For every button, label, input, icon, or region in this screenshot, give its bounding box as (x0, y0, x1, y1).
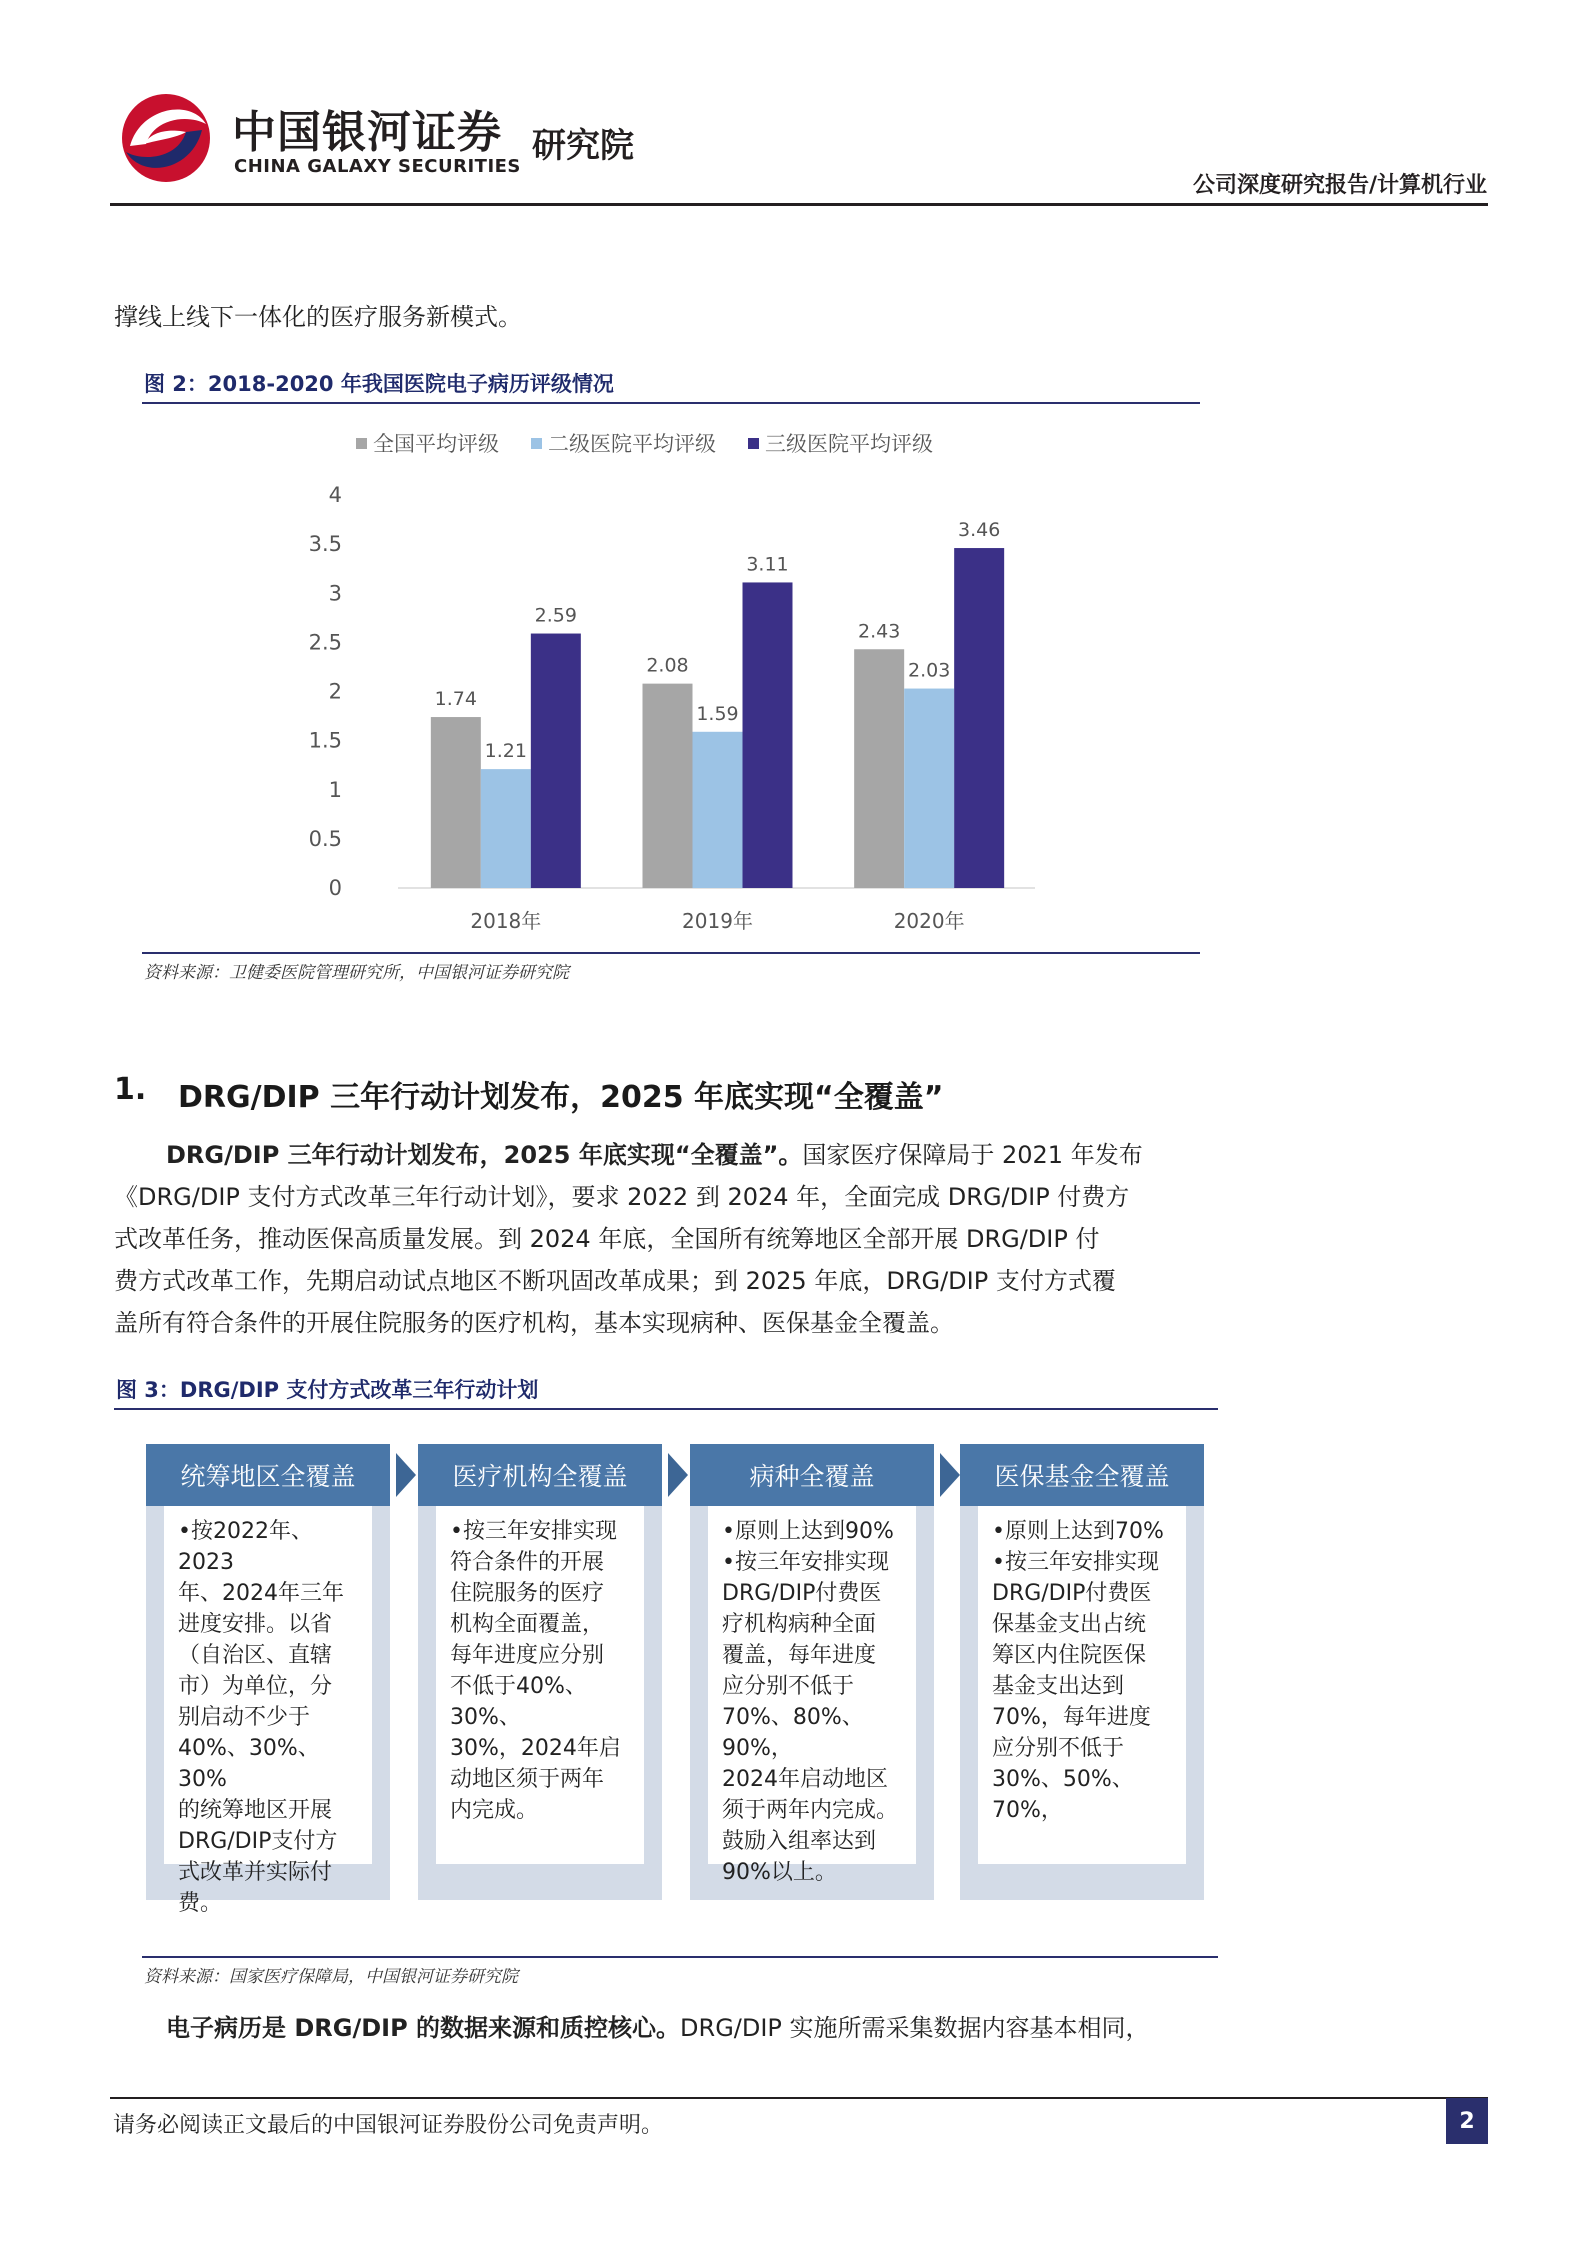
col2-line: 内完成。 (450, 1798, 539, 1823)
company-logo-icon (110, 88, 222, 188)
col4-line: DRG/DIP付费医 (992, 1581, 1152, 1606)
process-column-1-body (164, 1506, 372, 1916)
process-column-4-body (978, 1506, 1186, 1864)
figure3-bottom-rule (142, 1956, 1218, 1958)
col3-line: 应分别不低于 (722, 1674, 855, 1699)
col1-line: 费。 (178, 1891, 223, 1916)
chart-legend (356, 428, 933, 458)
col4-line: 筹区内住院医保 (992, 1643, 1147, 1668)
col1-line: DRG/DIP支付方 (178, 1829, 338, 1854)
legend-label-tertiary: 三级医院平均评级 (765, 432, 933, 456)
col2-line: •按三年安排实现 (450, 1519, 617, 1544)
process-column-2-title: 医疗机构全覆盖 (418, 1444, 662, 1506)
process-diagram (146, 1444, 1204, 1916)
figure2-title: 图 2：2018-2020 年我国医院电子病历评级情况 (144, 372, 614, 396)
data-label: 1.59 (696, 702, 739, 725)
paragraph1-line-2: 式改革任务，推动医保高质量发展。到 2024 年底，全国所有统筹地区全部开展 DRG/DIP 付 (114, 1225, 1100, 1253)
col3-line: 2024年启动地区 (722, 1767, 888, 1792)
data-label: 2.08 (646, 654, 689, 677)
col3-line: 70%、80%、90%， (722, 1705, 864, 1761)
col4-line: •按三年安排实现 (992, 1550, 1159, 1575)
col4-line: 保基金支出占统 (992, 1612, 1147, 1637)
rating-bar-chart (290, 470, 1070, 940)
process-column-1-title: 统筹地区全覆盖 (146, 1444, 390, 1506)
bar (431, 717, 481, 888)
footer-disclaimer: 请务必阅读正文最后的中国银河证券股份公司免责声明。 (113, 2113, 664, 2138)
col2-line: 符合条件的开展 (450, 1550, 605, 1575)
page-number: 2 (1446, 2098, 1488, 2144)
bar (904, 689, 954, 888)
process-arrow-icon (396, 1453, 416, 1497)
col4-line: 基金支出达到 (992, 1674, 1125, 1699)
process-column-4 (960, 1444, 1204, 1900)
paragraph1 (114, 1134, 1202, 1344)
data-label: 2.59 (534, 604, 577, 627)
data-label: 3.11 (746, 553, 789, 576)
footer-divider (110, 2097, 1488, 2099)
bar (954, 548, 1004, 888)
process-column-3-title: 病种全覆盖 (690, 1444, 934, 1506)
paragraph2-rest: DRG/DIP 实施所需采集数据内容基本相同， (680, 2014, 1150, 2042)
x-tick-label: 2020年 (893, 909, 965, 933)
figure3-title: 图 3：DRG/DIP 支付方式改革三年行动计划 (116, 1378, 539, 1402)
col2-line: 机构全面覆盖， (450, 1612, 605, 1637)
bar (531, 634, 581, 888)
header-divider (110, 203, 1488, 206)
col3-line: 鼓励入组率达到 (722, 1829, 877, 1854)
legend-swatch-secondary (531, 438, 542, 449)
col1-line: 40%、30%、30% (178, 1736, 320, 1792)
figure2-top-rule (142, 402, 1200, 404)
section-title: DRG/DIP 三年行动计划发布，2025 年底实现“全覆盖” (178, 1080, 944, 1115)
col3-line: •按三年安排实现 (722, 1550, 889, 1575)
bar (854, 649, 904, 888)
col2-line: 动地区须于两年 (450, 1767, 605, 1792)
legend-swatch-national (356, 438, 367, 449)
intro-line: 撑线上线下一体化的医疗服务新模式。 (114, 303, 522, 331)
process-column-2-body (436, 1506, 644, 1864)
col3-line: DRG/DIP付费医 (722, 1581, 882, 1606)
col3-line: 覆盖，每年进度 (722, 1643, 877, 1668)
col1-line: 的统筹地区开展 (178, 1798, 333, 1823)
figure3-source: 资料来源：国家医疗保障局，中国银河证券研究院 (144, 1967, 518, 1987)
y-tick-label: 2.5 (308, 630, 342, 655)
col1-line: 年、2024年三年 (178, 1581, 344, 1606)
y-tick-label: 1 (328, 777, 342, 802)
bar (481, 769, 531, 888)
col4-line: 应分别不低于 (992, 1736, 1125, 1761)
col1-line: 进度安排。以省 (178, 1612, 333, 1637)
legend-swatch-tertiary (748, 438, 759, 449)
data-label: 1.21 (484, 740, 527, 763)
col4-line: •原则上达到70% (992, 1519, 1164, 1544)
paragraph1-line-0: 国家医疗保障局于 2021 年发布 (802, 1141, 1143, 1169)
bar (743, 582, 793, 888)
y-tick-label: 3 (328, 581, 342, 606)
x-tick-label: 2019年 (682, 909, 753, 933)
process-column-4-title: 医保基金全覆盖 (960, 1444, 1204, 1506)
paragraph1-line-4: 盖所有符合条件的开展住院服务的医疗机构，基本实现病种、医保基金全覆盖。 (114, 1309, 954, 1337)
col3-line: 疗机构病种全面 (722, 1612, 877, 1637)
process-column-3-body (708, 1506, 916, 1885)
data-label: 1.74 (434, 688, 477, 711)
y-tick-label: 1.5 (308, 728, 342, 753)
col2-line: 住院服务的医疗 (450, 1581, 605, 1606)
col1-line: （自治区、直辖 (178, 1643, 333, 1668)
process-column-3 (690, 1444, 934, 1900)
logo-institute: 研究院 (532, 126, 634, 166)
logo-chinese-name: 中国银河证券 (232, 107, 502, 158)
col2-line: 30%，2024年启 (450, 1736, 621, 1761)
process-arrow-icon (668, 1453, 688, 1497)
bar (693, 732, 743, 888)
data-label: 2.43 (858, 620, 901, 643)
process-column-2 (418, 1444, 662, 1900)
y-tick-label: 4 (328, 483, 342, 507)
paragraph2 (114, 2007, 1150, 2049)
col4-line: 70%，每年进度 (992, 1705, 1151, 1730)
y-tick-label: 0 (328, 876, 342, 900)
legend-label-national: 全国平均评级 (373, 432, 499, 456)
col3-line: •原则上达到90% (722, 1519, 894, 1544)
y-tick-label: 0.5 (308, 826, 342, 851)
bar (643, 684, 693, 888)
x-tick-label: 2018年 (470, 909, 542, 933)
col1-line: •按2022年、2023 (178, 1519, 313, 1575)
col4-line: 30%、50%、70%， (992, 1767, 1134, 1823)
report-type: 公司深度研究报告/计算机行业 (1192, 173, 1487, 198)
col1-line: 市）为单位，分 (178, 1674, 333, 1699)
legend-label-secondary: 二级医院平均评级 (548, 432, 716, 456)
paragraph1-line-1: 《DRG/DIP 支付方式改革三年行动计划》，要求 2022 到 2024 年，全面完成 DRG/DIP 付费方 (114, 1183, 1130, 1211)
data-label: 2.03 (908, 659, 951, 682)
col2-line: 不低于40%、30%、 (450, 1674, 587, 1730)
paragraph2-lead: 电子病历是 DRG/DIP 的数据来源和质控核心。 (166, 2014, 681, 2042)
figure2-bottom-rule (142, 952, 1200, 954)
paragraph1-line-3: 费方式改革工作，先期启动试点地区不断巩固改革成果；到 2025 年底，DRG/DIP 支付方式覆 (114, 1267, 1116, 1295)
process-arrow-icon (940, 1453, 960, 1497)
col1-line: 别启动不少于 (178, 1705, 311, 1730)
legend-item-secondary (531, 428, 716, 458)
figure2-source: 资料来源：卫健委医院管理研究所，中国银河证券研究院 (144, 963, 569, 983)
logo-english-name: CHINA GALAXY SECURITIES (234, 156, 521, 177)
col3-line: 须于两年内完成。 (722, 1798, 899, 1823)
legend-item-national (356, 428, 499, 458)
paragraph1-lead: DRG/DIP 三年行动计划发布，2025 年底实现“全覆盖”。 (166, 1141, 803, 1169)
data-label: 3.46 (958, 519, 1001, 542)
col1-line: 式改革并实际付 (178, 1860, 333, 1885)
figure3-top-rule (114, 1408, 1218, 1410)
col3-line: 90%以上。 (722, 1860, 837, 1885)
legend-item-tertiary (748, 428, 933, 458)
process-column-1 (146, 1444, 390, 1916)
col2-line: 每年进度应分别 (450, 1643, 605, 1668)
y-tick-label: 3.5 (308, 532, 342, 557)
y-tick-label: 2 (328, 679, 342, 704)
section-number: 1. (114, 1072, 147, 1107)
